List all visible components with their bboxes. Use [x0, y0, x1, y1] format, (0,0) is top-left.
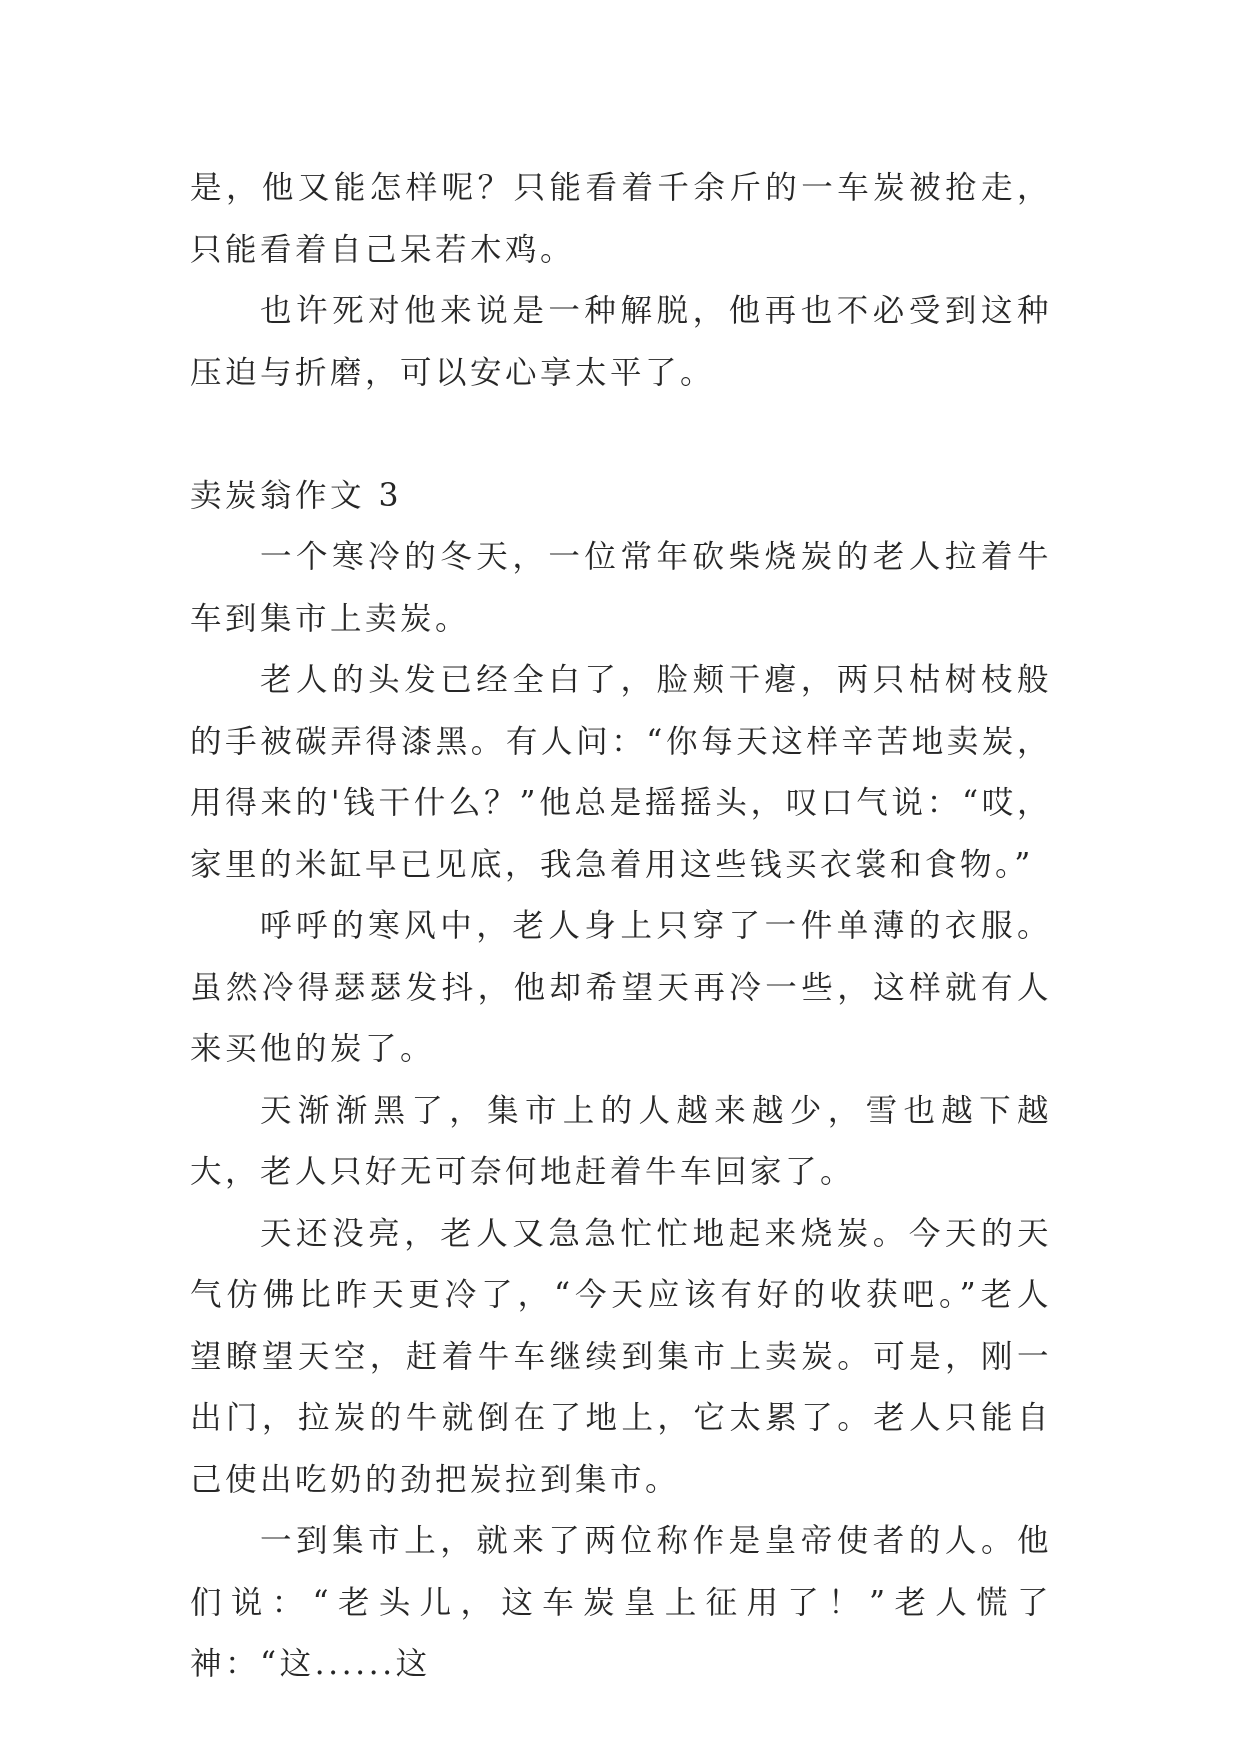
paragraph: 一个寒冷的冬天，一位常年砍柴烧炭的老人拉着牛车到集市上卖炭。 — [190, 539, 1052, 637]
paragraph: 一到集市上，就来了两位称作是皇帝使者的人。他们说：“老头儿，这车炭皇上征用了！”老人慌了神：“这......这 — [190, 1523, 1052, 1682]
paragraph: 呼呼的寒风中，老人身上只穿了一件单薄的衣服。虽然冷得瑟瑟发抖，他却希望天再冷一些，这样就有人来买他的炭了。 — [190, 908, 1052, 1067]
paragraph: 也许死对他来说是一种解脱，他再也不必受到这种压迫与折磨，可以安心享太平了。 — [190, 293, 1052, 391]
paragraph: 天还没亮，老人又急急忙忙地起来烧炭。今天的天气仿佛比昨天更冷了，“今天应该有好的收获吧。”老人望瞭望天空，赶着牛车继续到集市上卖炭。可是，刚一出门，拉炭的牛就倒在了地上，它太累了。老人只能自己使出吃奶的劲把炭拉到集市。 — [190, 1215, 1052, 1498]
paragraph-continuation: 是，他又能怎样呢？只能看着千余斤的一车炭被抢走，只能看着自己呆若木鸡。 — [190, 170, 1052, 268]
paragraph: 老人的头发已经全白了，脸颊干瘪，两只枯树枝般的手被碳弄得漆黑。有人问：“你每天这样辛苦地卖炭，用得来的'钱干什么？”他总是摇摇头，叹口气说：“哎，家里的米缸早已见底，我急着用这些钱买衣裳和食物。” — [190, 662, 1052, 883]
document-body — [190, 158, 1052, 1696]
section-heading: 卖炭翁作文 3 — [190, 477, 403, 514]
paragraph: 天渐渐黑了，集市上的人越来越少，雪也越下越大，老人只好无可奈何地赶着牛车回家了。 — [190, 1092, 1052, 1190]
